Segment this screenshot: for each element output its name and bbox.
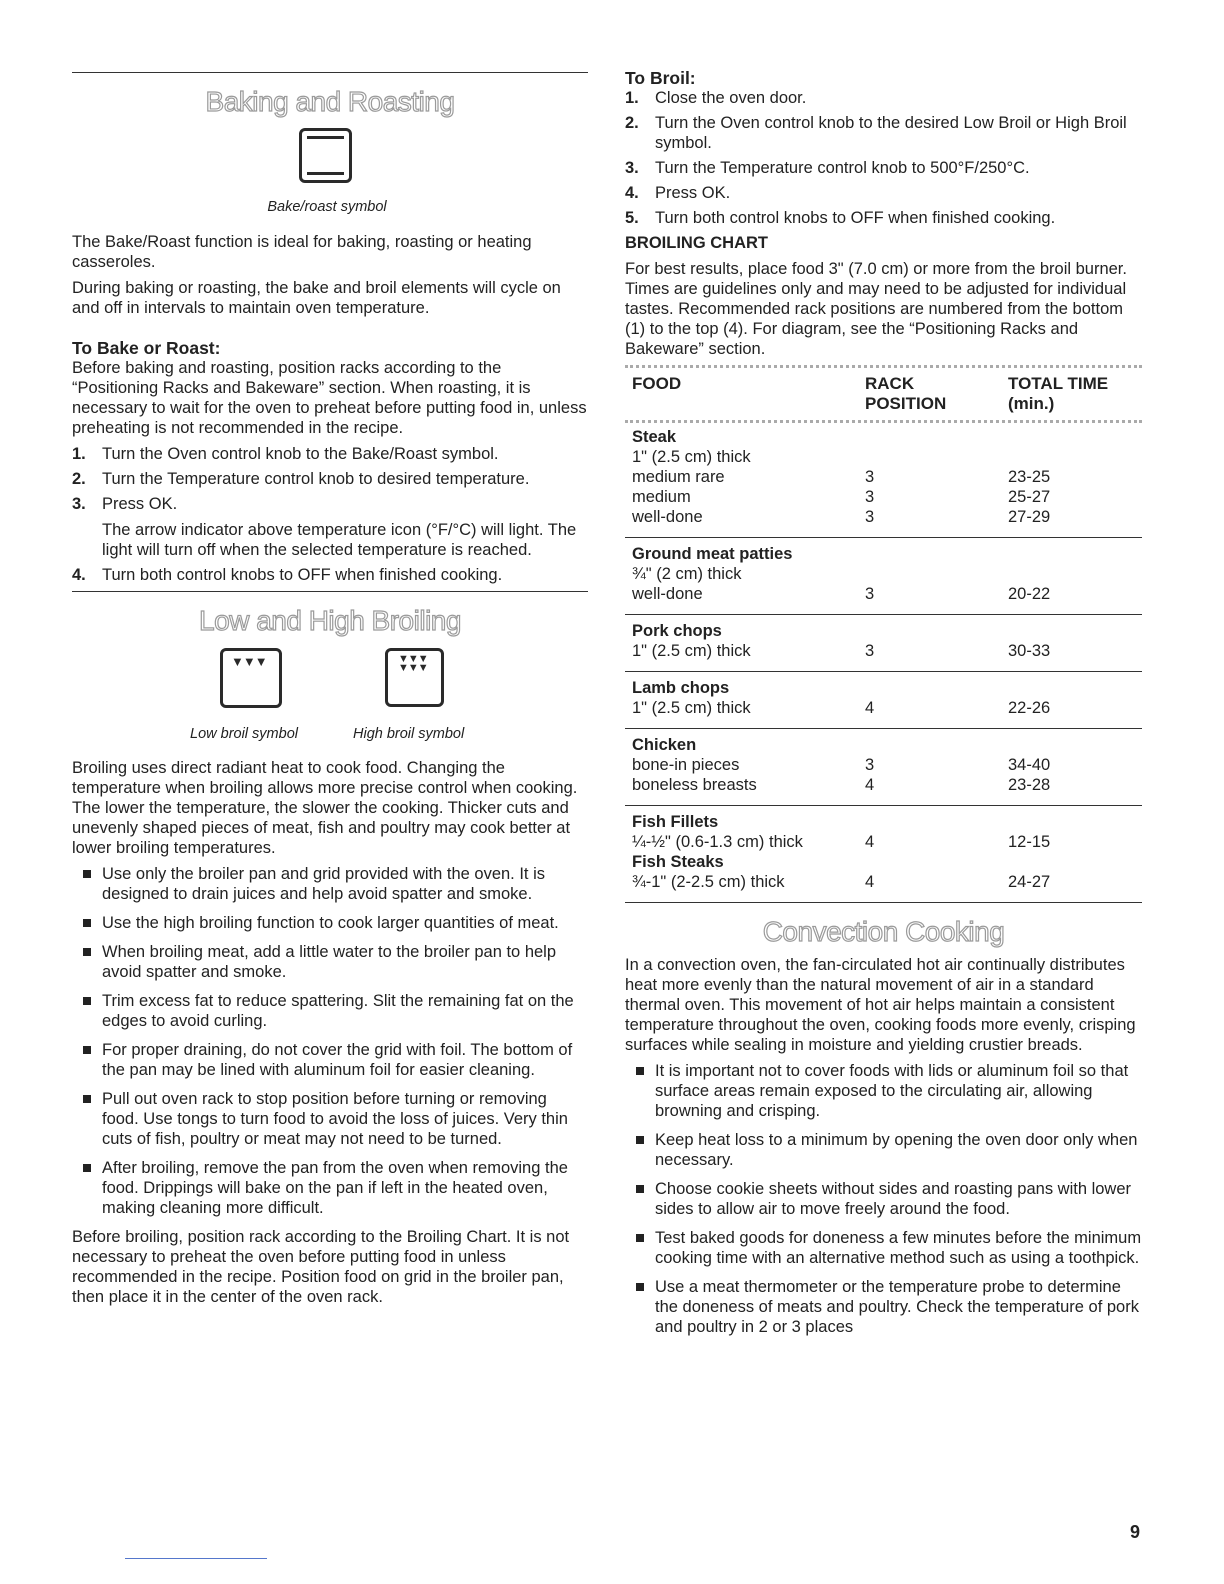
cell-time: 24-27 [1001,872,1142,903]
bullet-text: Test baked goods for doneness a few minutes before the minimum cooking time with an alternative method such as using a toothpick. [655,1229,1142,1267]
page-number: 9 [1130,1522,1141,1542]
table-row [625,775,1142,806]
cell-time: 23-25 [1008,468,1051,486]
broil-steps-list [625,88,1142,228]
section-title-convection: Convection Cooking [762,916,1005,947]
list-item [72,864,588,904]
bullet-icon [83,1046,91,1054]
left-column [72,72,588,1313]
table-row [625,564,1142,584]
cell-food: 1" (2.5 cm) thick [632,448,751,466]
bullet-icon [83,1164,91,1172]
cell-rack [858,538,1001,565]
low-broil-icon: ▼▼▼ [220,648,282,708]
table-row [625,806,1142,833]
cell-rack: 4 [858,698,1001,729]
bullet-text: Choose cookie sheets without sides and roasting pans with lower sides to allow air to move freely around the food. [655,1180,1132,1218]
cell-rack: 3 [865,468,875,486]
cell-time: 12-15 [1008,833,1051,851]
cell-time: 20-22 [1001,584,1142,615]
cell-rack [858,852,1001,872]
cell-time [1001,672,1142,699]
list-item [625,1228,1142,1268]
step-number: 4. [625,184,639,202]
paragraph: The Bake/Roast function is ideal for baking, roasting or heating casseroles. [72,233,532,271]
section-title-broiling: Low and High Broiling [199,605,461,636]
cell-food: ¾-1" (2-2.5 cm) thick [625,872,858,903]
table-row [625,852,1142,872]
table-row [625,698,1142,729]
bullet-icon [636,1234,644,1242]
subheading-to-bake: To Bake or Roast: [72,338,221,358]
bullet-text: Trim excess fat to reduce spattering. Slit the remaining fat on the edges to avoid curling. [102,992,574,1030]
header-time: TOTAL TIME [1008,374,1109,393]
cell-rack [858,672,1001,699]
cell-food: Fish Fillets [632,813,719,831]
low-broil-caption: Low broil symbol [190,726,298,742]
list-item [72,1040,588,1080]
cell-food: well-done [625,507,858,538]
list-item [72,1089,588,1149]
cell-food: boneless breasts [625,775,858,806]
broiling-tips-list [72,864,588,1218]
convection-tips-list [625,1061,1142,1337]
paragraph: Before baking and roasting, position racks according to the “Positioning Racks and Bakeware” section. When roasting, it is necessary to wait for the oven to preheat before putting food in, unless preheating is not recommended in the recipe. [72,359,587,437]
cell-rack [858,729,1001,756]
list-item [625,208,1142,228]
broiling-chart-table [625,368,1142,903]
cell-time [1001,729,1142,756]
cell-time [1001,615,1142,642]
cell-food: Fish Steaks [632,853,724,871]
cell-time: 23-28 [1001,775,1142,806]
cell-time: 30-33 [1001,641,1142,672]
list-item [625,1130,1142,1170]
table-row [625,729,1142,756]
bullet-text: It is important not to cover foods with lids or aluminum foil so that surface areas remain exposed to the circulating air, allowing browning and crisping. [655,1062,1129,1120]
cell-food: Ground meat patties [632,545,793,563]
cell-food: well-done [625,584,858,615]
cell-rack: 4 [858,775,1001,806]
bullet-icon [83,870,91,878]
table-row [625,447,1142,467]
table-row [625,423,1142,447]
cell-rack: 3 [858,641,1001,672]
cell-time [1001,423,1142,447]
step-note: The arrow indicator above temperature icon (°F/°C) will light. The light will turn off when the selected temperature is reached. [102,521,577,559]
paragraph: In a convection oven, the fan-circulated hot air continually distributes heat more evenly than the natural movement of air in a standard thermal oven. This movement of hot air helps maintain a consistent temperature throughout the oven, cooking foods more evenly, crisping surfaces while sealing in moisture and yielding crustier breads. [625,956,1136,1054]
table-row [625,832,1142,852]
table-row [625,755,1142,775]
table-row [625,672,1142,699]
list-item [625,113,1142,153]
cell-time: 22-26 [1001,698,1142,729]
step-number: 2. [625,114,639,132]
step-text: Press OK. [102,495,178,513]
cell-food: ¼-½" (0.6-1.3 cm) thick [632,833,803,851]
list-item [625,1061,1142,1121]
broiling-chart-title: BROILING CHART [625,234,768,252]
cell-rack [858,447,1001,467]
footer-line [125,1558,267,1559]
cell-food: 1" (2.5 cm) thick [625,698,858,729]
header-time-line2: (min.) [1008,394,1055,413]
cell-food: bone-in pieces [632,756,740,774]
bullet-text: After broiling, remove the pan from the oven when removing the food. Drippings will bake on the pan if left in the heated oven, making cleaning more difficult. [102,1159,568,1217]
cell-time: 25-27 [1008,488,1051,506]
table-row [625,584,1142,615]
list-item [72,444,588,464]
step-text: Turn both control knobs to OFF when finished cooking. [655,209,1056,227]
bullet-text: For proper draining, do not cover the grid with foil. The bottom of the pan may be lined with aluminum foil for easier cleaning. [102,1041,573,1079]
cell-food: Pork chops [632,622,722,640]
table-row [625,538,1142,565]
step-text: Turn the Temperature control knob to desired temperature. [102,470,530,488]
cell-food: Chicken [632,736,697,754]
cell-rack: 3 [858,507,1001,538]
divider [72,72,588,73]
list-item [72,942,588,982]
cell-rack [858,615,1001,642]
bullet-icon [636,1067,644,1075]
bake-roast-icon [299,128,352,183]
paragraph: Before broiling, position rack according to the Broiling Chart. It is not necessary to preheat the oven before putting food in unless recommended in the recipe. Position food on grid in the broiler pan, then place it in the center of the oven rack. [72,1228,570,1306]
step-number: 1. [625,89,639,107]
bullet-icon [83,997,91,1005]
cell-time [1001,538,1142,565]
step-text: Close the oven door. [655,89,807,107]
bullet-icon [83,948,91,956]
cell-food: Lamb chops [632,679,730,697]
cell-food: 1" (2.5 cm) thick [625,641,858,672]
cell-rack: 4 [865,833,875,851]
bake-roast-caption: Bake/roast symbol [267,199,387,215]
divider [72,591,588,592]
list-item [72,1158,588,1218]
step-number: 1. [72,445,86,463]
list-item [625,1179,1142,1219]
bake-steps-list [72,444,588,585]
step-text: Turn the Oven control knob to the Bake/Roast symbol. [102,445,499,463]
list-item [72,913,588,933]
cell-rack: 3 [865,488,875,506]
cell-time [1001,852,1142,872]
cell-rack: 3 [858,584,1001,615]
list-item [72,469,588,489]
list-item [72,991,588,1031]
list-item [72,494,588,560]
paragraph: For best results, place food 3" (7.0 cm) or more from the broil burner. Times are guidelines only and may need to be adjusted for individual tastes. Recommended rack positions are numbered from the bottom (1) to the top (4). For diagram, see the “Positioning Racks and Bakeware” section. [625,260,1127,358]
bullet-icon [636,1185,644,1193]
section-title-baking: Baking and Roasting [205,86,455,117]
bullet-text: Keep heat loss to a minimum by opening the oven door only when necessary. [655,1131,1138,1169]
cell-time [1001,806,1142,833]
step-text: Turn both control knobs to OFF when finished cooking. [102,566,503,584]
paragraph: Broiling uses direct radiant heat to cook food. Changing the temperature when broiling allows more precise control when cooking. The lower the temperature, the slower the cooking. Thicker cuts and unevenly shaped pieces of meat, fish and poultry may cook better at lower broiling temperatures. [72,759,578,857]
step-number: 2. [72,470,86,488]
cell-food: Steak [632,428,677,446]
cell-rack [858,423,1001,447]
table-row [625,507,1142,538]
cell-time [1001,447,1142,467]
high-broil-icon: ▼▼▼ ▼▼▼ [385,648,444,707]
step-text: Turn the Temperature control knob to 500°F/250°C. [655,159,1030,177]
bullet-icon [636,1283,644,1291]
table-row [625,467,1142,487]
header-rack: RACK [865,374,915,393]
table-row [625,615,1142,642]
cell-food: medium [632,488,691,506]
table-header-row [625,368,1142,414]
cell-time [1001,564,1142,584]
list-item [625,158,1142,178]
high-broil-caption: High broil symbol [353,726,465,742]
bullet-icon [636,1136,644,1144]
step-text: Turn the Oven control knob to the desired Low Broil or High Broil symbol. [655,114,1127,152]
right-column [625,68,1142,1346]
cell-time: 34-40 [1008,756,1051,774]
bullet-text: Use a meat thermometer or the temperature probe to determine the doneness of meats and poultry. Check the temperature of pork and poultry in 2 or 3 places [655,1278,1139,1336]
cell-food: ¾" (2 cm) thick [632,565,742,583]
step-number: 3. [72,495,86,513]
header-rack-line2: POSITION [865,394,947,413]
cell-rack: 3 [865,756,875,774]
header-food: FOOD [632,374,682,393]
bullet-icon [83,1095,91,1103]
cell-rack [858,564,1001,584]
bullet-icon [83,919,91,927]
cell-time: 27-29 [1001,507,1142,538]
step-text: Press OK. [655,184,731,202]
cell-food: medium rare [632,468,725,486]
table-row [625,641,1142,672]
bullet-text: Pull out oven rack to stop position before turning or removing food. Use tongs to turn food to avoid the loss of juices. Very thin cuts of fish, poultry or meat may not need to be turned. [102,1090,568,1148]
list-item [72,565,588,585]
step-number: 4. [72,566,86,584]
paragraph: During baking or roasting, the bake and broil elements will cycle on and off in intervals to maintain oven temperature. [72,279,561,317]
cell-rack [858,806,1001,833]
bullet-text: When broiling meat, add a little water to the broiler pan to help avoid spatter and smoke. [102,943,557,981]
cell-rack: 4 [858,872,1001,903]
bullet-text: Use the high broiling function to cook larger quantities of meat. [102,914,559,932]
table-row [625,872,1142,903]
step-number: 3. [625,159,639,177]
list-item [625,88,1142,108]
step-number: 5. [625,209,639,227]
list-item [625,183,1142,203]
bullet-text: Use only the broiler pan and grid provided with the oven. It is designed to drain juices and help avoid spatter and smoke. [102,865,546,903]
subheading-to-broil: To Broil: [625,68,696,88]
table-row [625,487,1142,507]
list-item [625,1277,1142,1337]
